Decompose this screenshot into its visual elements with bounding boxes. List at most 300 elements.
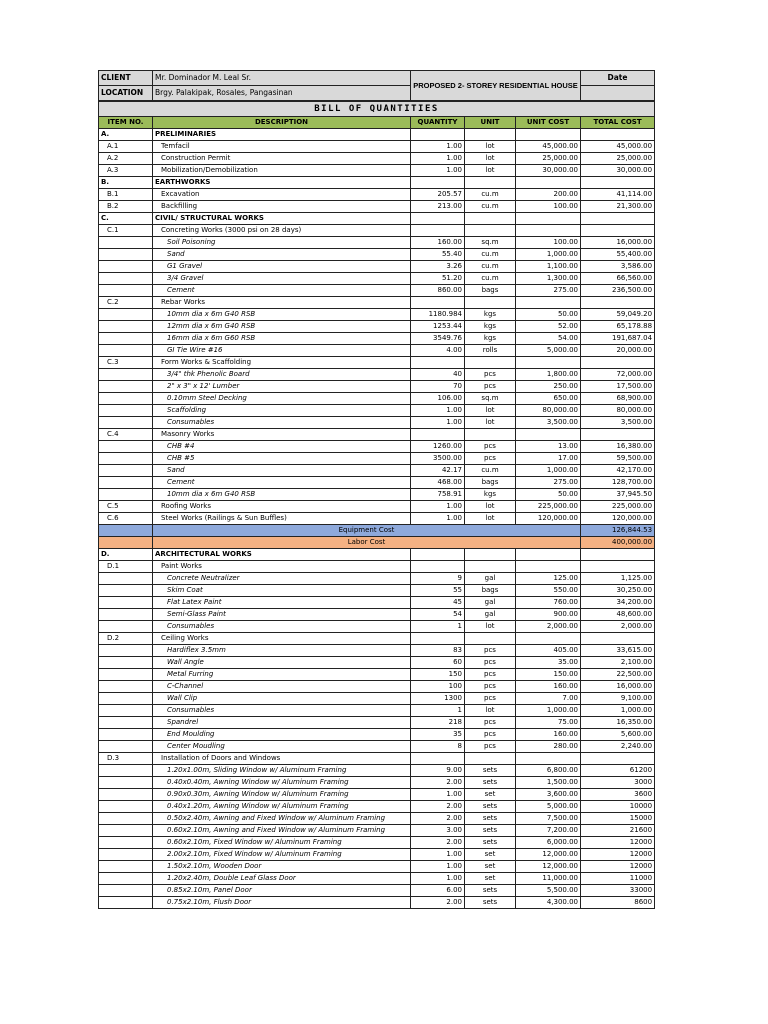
description-cell[interactable]: Concrete Neutralizer (153, 573, 411, 585)
description-cell[interactable]: CHB #4 (153, 441, 411, 453)
description-cell[interactable]: GI Tie Wire #16 (153, 345, 411, 357)
quantity-cell[interactable]: 1.00 (411, 153, 465, 165)
total-cost-cell[interactable]: 1,125.00 (581, 573, 655, 585)
quantity-cell[interactable]: 1.00 (411, 417, 465, 429)
description-cell[interactable]: 0.60x2.10m, Fixed Window w/ Aluminum Framing (153, 837, 411, 849)
quantity-cell[interactable]: 468.00 (411, 477, 465, 489)
unit-cost-cell[interactable]: 550.00 (516, 585, 581, 597)
item-no-cell[interactable] (99, 657, 153, 669)
unit-cost-cell[interactable]: 7,500.00 (516, 813, 581, 825)
description-cell[interactable]: 12mm dia x 6m G40 RSB (153, 321, 411, 333)
total-cost-cell[interactable]: 12000 (581, 837, 655, 849)
quantity-cell[interactable]: 1.00 (411, 789, 465, 801)
quantity-cell[interactable]: 42.17 (411, 465, 465, 477)
quantity-cell[interactable]: 1.00 (411, 141, 465, 153)
unit-cell[interactable] (465, 297, 516, 309)
item-no-cell[interactable] (99, 693, 153, 705)
unit-cell[interactable]: pcs (465, 741, 516, 753)
date-value[interactable] (581, 86, 655, 101)
unit-cell[interactable] (465, 633, 516, 645)
quantity-cell[interactable]: 1180.984 (411, 309, 465, 321)
total-cost-cell[interactable]: 22,500.00 (581, 669, 655, 681)
unit-cost-cell[interactable]: 5,000.00 (516, 345, 581, 357)
quantity-cell[interactable] (411, 225, 465, 237)
description-cell[interactable]: 0.75x2.10m, Flush Door (153, 897, 411, 909)
quantity-cell[interactable]: 2.00 (411, 777, 465, 789)
quantity-cell[interactable]: 758.91 (411, 489, 465, 501)
description-cell[interactable]: PRELIMINARIES (153, 129, 411, 141)
unit-cell[interactable]: sets (465, 825, 516, 837)
unit-cell[interactable]: lot (465, 153, 516, 165)
unit-cell[interactable]: cu.m (465, 249, 516, 261)
description-cell[interactable]: Mobilization/Demobilization (153, 165, 411, 177)
total-cost-cell[interactable]: 3,586.00 (581, 261, 655, 273)
item-no-cell[interactable] (99, 717, 153, 729)
total-cost-cell[interactable]: 191,687.04 (581, 333, 655, 345)
description-cell[interactable]: Center Moudling (153, 741, 411, 753)
description-cell[interactable]: Form Works & Scaffolding (153, 357, 411, 369)
unit-cell[interactable]: pcs (465, 441, 516, 453)
total-cost-cell[interactable]: 9,100.00 (581, 693, 655, 705)
quantity-cell[interactable]: 160.00 (411, 237, 465, 249)
unit-cost-cell[interactable]: 45,000.00 (516, 141, 581, 153)
unit-cost-cell[interactable]: 900.00 (516, 609, 581, 621)
description-cell[interactable]: ARCHITECTURAL WORKS (153, 549, 411, 561)
item-no-cell[interactable]: B. (99, 177, 153, 189)
description-cell[interactable]: 1.20x2.40m, Double Leaf Glass Door (153, 873, 411, 885)
total-cost-cell[interactable] (581, 213, 655, 225)
description-cell[interactable]: 1.20x1.00m, Sliding Window w/ Aluminum Framing (153, 765, 411, 777)
description-cell[interactable]: Concreting Works (3000 psi on 28 days) (153, 225, 411, 237)
unit-cell[interactable]: cu.m (465, 273, 516, 285)
unit-cost-cell[interactable]: 150.00 (516, 669, 581, 681)
total-cost-cell[interactable]: 17,500.00 (581, 381, 655, 393)
unit-cost-cell[interactable]: 405.00 (516, 645, 581, 657)
quantity-cell[interactable]: 60 (411, 657, 465, 669)
item-no-cell[interactable] (99, 417, 153, 429)
unit-cell[interactable]: pcs (465, 381, 516, 393)
unit-cost-cell[interactable]: 75.00 (516, 717, 581, 729)
item-no-cell[interactable] (99, 897, 153, 909)
unit-cell[interactable]: pcs (465, 657, 516, 669)
total-cost-cell[interactable]: 3600 (581, 789, 655, 801)
item-no-cell[interactable]: B.2 (99, 201, 153, 213)
total-cost-cell[interactable]: 41,114.00 (581, 189, 655, 201)
quantity-cell[interactable] (411, 633, 465, 645)
description-cell[interactable]: 0.90x0.30m, Awning Window w/ Aluminum Framing (153, 789, 411, 801)
unit-cell[interactable]: lot (465, 621, 516, 633)
total-cost-cell[interactable]: 33000 (581, 885, 655, 897)
quantity-cell[interactable] (411, 753, 465, 765)
quantity-cell[interactable] (411, 177, 465, 189)
quantity-cell[interactable]: 70 (411, 381, 465, 393)
description-cell[interactable]: Masonry Works (153, 429, 411, 441)
item-no-cell[interactable]: C.2 (99, 297, 153, 309)
unit-cost-cell[interactable]: 760.00 (516, 597, 581, 609)
unit-cost-cell[interactable]: 1,800.00 (516, 369, 581, 381)
unit-cost-cell[interactable]: 25,000.00 (516, 153, 581, 165)
unit-cost-cell[interactable]: 275.00 (516, 285, 581, 297)
unit-cost-cell[interactable]: 2,000.00 (516, 621, 581, 633)
total-cost-cell[interactable]: 25,000.00 (581, 153, 655, 165)
total-cost-cell[interactable]: 236,500.00 (581, 285, 655, 297)
unit-cost-cell[interactable]: 1,000.00 (516, 249, 581, 261)
unit-cost-cell[interactable]: 6,800.00 (516, 765, 581, 777)
item-no-cell[interactable] (99, 729, 153, 741)
unit-cost-cell[interactable] (516, 225, 581, 237)
unit-cell[interactable]: sets (465, 765, 516, 777)
total-cost-cell[interactable]: 65,178.88 (581, 321, 655, 333)
unit-cell[interactable]: pcs (465, 693, 516, 705)
unit-cell[interactable]: set (465, 873, 516, 885)
description-cell[interactable]: 16mm dia x 6m G60 RSB (153, 333, 411, 345)
unit-cell[interactable]: pcs (465, 729, 516, 741)
quantity-cell[interactable]: 9 (411, 573, 465, 585)
item-no-cell[interactable] (99, 585, 153, 597)
description-cell[interactable]: 1.50x2.10m, Wooden Door (153, 861, 411, 873)
unit-cost-cell[interactable]: 1,300.00 (516, 273, 581, 285)
total-cost-cell[interactable]: 11000 (581, 873, 655, 885)
quantity-cell[interactable]: 83 (411, 645, 465, 657)
quantity-cell[interactable]: 1.00 (411, 513, 465, 525)
item-no-cell[interactable]: D. (99, 549, 153, 561)
total-cost-cell[interactable]: 3,500.00 (581, 417, 655, 429)
description-cell[interactable]: Cement (153, 477, 411, 489)
unit-cost-cell[interactable]: 7,200.00 (516, 825, 581, 837)
total-cost-cell[interactable]: 2,000.00 (581, 621, 655, 633)
unit-cost-cell[interactable]: 4,300.00 (516, 897, 581, 909)
unit-cost-cell[interactable]: 125.00 (516, 573, 581, 585)
unit-cost-cell[interactable]: 50.00 (516, 309, 581, 321)
unit-cell[interactable]: pcs (465, 369, 516, 381)
total-cost-cell[interactable]: 59,049.20 (581, 309, 655, 321)
unit-cost-cell[interactable] (516, 633, 581, 645)
item-no-cell[interactable]: C.6 (99, 513, 153, 525)
unit-cell[interactable]: lot (465, 501, 516, 513)
unit-cost-cell[interactable]: 17.00 (516, 453, 581, 465)
description-cell[interactable]: End Moulding (153, 729, 411, 741)
total-cost-cell[interactable]: 15000 (581, 813, 655, 825)
item-no-cell[interactable] (99, 789, 153, 801)
description-cell[interactable]: Construction Permit (153, 153, 411, 165)
total-cost-cell[interactable] (581, 225, 655, 237)
quantity-cell[interactable]: 1 (411, 705, 465, 717)
unit-cell[interactable] (465, 177, 516, 189)
description-cell[interactable]: Paint Works (153, 561, 411, 573)
unit-cell[interactable]: gal (465, 597, 516, 609)
item-no-cell[interactable] (99, 705, 153, 717)
unit-cell[interactable]: kgs (465, 309, 516, 321)
item-no-cell[interactable] (99, 381, 153, 393)
description-cell[interactable]: 10mm dia x 6m G40 RSB (153, 489, 411, 501)
description-cell[interactable]: 2.00x2.10m, Fixed Window w/ Aluminum Framing (153, 849, 411, 861)
summary-item-cell[interactable] (99, 537, 153, 549)
item-no-cell[interactable] (99, 249, 153, 261)
quantity-cell[interactable]: 6.00 (411, 885, 465, 897)
unit-cell[interactable] (465, 225, 516, 237)
unit-cell[interactable]: sq.m (465, 393, 516, 405)
item-no-cell[interactable]: D.2 (99, 633, 153, 645)
description-cell[interactable]: Consumables (153, 417, 411, 429)
description-cell[interactable]: Rebar Works (153, 297, 411, 309)
unit-cell[interactable] (465, 549, 516, 561)
unit-cell[interactable]: rolls (465, 345, 516, 357)
quantity-cell[interactable]: 45 (411, 597, 465, 609)
unit-cost-cell[interactable]: 160.00 (516, 729, 581, 741)
unit-cost-cell[interactable]: 100.00 (516, 237, 581, 249)
description-cell[interactable]: Skim Coat (153, 585, 411, 597)
unit-cost-cell[interactable]: 1,100.00 (516, 261, 581, 273)
description-cell[interactable]: 3/4" thk Phenolic Board (153, 369, 411, 381)
item-no-cell[interactable] (99, 393, 153, 405)
item-no-cell[interactable] (99, 309, 153, 321)
total-cost-cell[interactable]: 8600 (581, 897, 655, 909)
total-cost-cell[interactable]: 128,700.00 (581, 477, 655, 489)
item-no-cell[interactable] (99, 573, 153, 585)
quantity-cell[interactable]: 2.00 (411, 801, 465, 813)
unit-cell[interactable] (465, 753, 516, 765)
item-no-cell[interactable]: C. (99, 213, 153, 225)
quantity-cell[interactable]: 8 (411, 741, 465, 753)
quantity-cell[interactable] (411, 297, 465, 309)
unit-cost-cell[interactable]: 100.00 (516, 201, 581, 213)
unit-cell[interactable]: sets (465, 897, 516, 909)
quantity-cell[interactable]: 1.00 (411, 873, 465, 885)
item-no-cell[interactable] (99, 885, 153, 897)
unit-cost-cell[interactable]: 1,000.00 (516, 705, 581, 717)
item-no-cell[interactable] (99, 813, 153, 825)
total-cost-cell[interactable]: 33,615.00 (581, 645, 655, 657)
summary-label[interactable]: Equipment Cost (153, 525, 581, 537)
location-value[interactable]: Brgy. Palakipak, Rosales, Pangasinan (153, 86, 411, 101)
description-cell[interactable]: Consumables (153, 705, 411, 717)
description-cell[interactable]: Roofing Works (153, 501, 411, 513)
quantity-cell[interactable]: 1300 (411, 693, 465, 705)
total-cost-cell[interactable]: 30,000.00 (581, 165, 655, 177)
unit-cost-cell[interactable]: 1,000.00 (516, 465, 581, 477)
total-cost-cell[interactable]: 66,560.00 (581, 273, 655, 285)
total-cost-cell[interactable]: 21600 (581, 825, 655, 837)
item-no-cell[interactable] (99, 453, 153, 465)
unit-cell[interactable] (465, 561, 516, 573)
item-no-cell[interactable]: C.5 (99, 501, 153, 513)
total-cost-cell[interactable]: 12000 (581, 861, 655, 873)
description-cell[interactable]: 0.10mm Steel Decking (153, 393, 411, 405)
total-cost-cell[interactable]: 2,100.00 (581, 657, 655, 669)
unit-cell[interactable]: bags (465, 477, 516, 489)
unit-cost-cell[interactable]: 5,500.00 (516, 885, 581, 897)
description-cell[interactable]: 2" x 3" x 12' Lumber (153, 381, 411, 393)
total-cost-cell[interactable] (581, 429, 655, 441)
unit-cell[interactable]: gal (465, 573, 516, 585)
unit-cost-cell[interactable]: 650.00 (516, 393, 581, 405)
unit-cell[interactable]: pcs (465, 669, 516, 681)
quantity-cell[interactable]: 55.40 (411, 249, 465, 261)
item-no-cell[interactable] (99, 597, 153, 609)
item-no-cell[interactable] (99, 849, 153, 861)
description-cell[interactable]: Sand (153, 465, 411, 477)
unit-cell[interactable]: lot (465, 405, 516, 417)
description-cell[interactable]: G1 Gravel (153, 261, 411, 273)
unit-cell[interactable]: pcs (465, 681, 516, 693)
unit-cell[interactable]: kgs (465, 321, 516, 333)
unit-cost-cell[interactable]: 280.00 (516, 741, 581, 753)
summary-label[interactable]: Labor Cost (153, 537, 581, 549)
unit-cell[interactable] (465, 129, 516, 141)
quantity-cell[interactable]: 100 (411, 681, 465, 693)
description-cell[interactable]: 0.40x1.20m, Awning Window w/ Aluminum Framing (153, 801, 411, 813)
total-cost-cell[interactable]: 16,000.00 (581, 237, 655, 249)
unit-cost-cell[interactable]: 6,000.00 (516, 837, 581, 849)
quantity-cell[interactable]: 3500.00 (411, 453, 465, 465)
unit-cell[interactable]: lot (465, 165, 516, 177)
unit-cost-cell[interactable] (516, 213, 581, 225)
quantity-cell[interactable] (411, 429, 465, 441)
quantity-cell[interactable]: 1.00 (411, 861, 465, 873)
quantity-cell[interactable]: 54 (411, 609, 465, 621)
unit-cost-cell[interactable]: 54.00 (516, 333, 581, 345)
quantity-cell[interactable]: 1.00 (411, 165, 465, 177)
description-cell[interactable]: Soil Poisoning (153, 237, 411, 249)
item-no-cell[interactable]: A. (99, 129, 153, 141)
item-no-cell[interactable] (99, 777, 153, 789)
description-cell[interactable]: EARTHWORKS (153, 177, 411, 189)
quantity-cell[interactable]: 2.00 (411, 837, 465, 849)
description-cell[interactable]: 0.60x2.10m, Awning and Fixed Window w/ Aluminum Framing (153, 825, 411, 837)
quantity-cell[interactable]: 150 (411, 669, 465, 681)
item-no-cell[interactable] (99, 405, 153, 417)
quantity-cell[interactable]: 51.20 (411, 273, 465, 285)
unit-cell[interactable]: bags (465, 585, 516, 597)
total-cost-cell[interactable]: 61200 (581, 765, 655, 777)
unit-cell[interactable]: kgs (465, 489, 516, 501)
total-cost-cell[interactable] (581, 297, 655, 309)
total-cost-cell[interactable]: 55,400.00 (581, 249, 655, 261)
quantity-cell[interactable]: 2.00 (411, 897, 465, 909)
item-no-cell[interactable] (99, 681, 153, 693)
description-cell[interactable]: 0.40x0.40m, Awning Window w/ Aluminum Framing (153, 777, 411, 789)
total-cost-cell[interactable] (581, 549, 655, 561)
total-cost-cell[interactable]: 1,000.00 (581, 705, 655, 717)
unit-cost-cell[interactable]: 120,000.00 (516, 513, 581, 525)
item-no-cell[interactable] (99, 345, 153, 357)
unit-cell[interactable] (465, 429, 516, 441)
item-no-cell[interactable] (99, 825, 153, 837)
total-cost-cell[interactable]: 3000 (581, 777, 655, 789)
description-cell[interactable]: Backfilling (153, 201, 411, 213)
total-cost-cell[interactable]: 16,380.00 (581, 441, 655, 453)
unit-cost-cell[interactable] (516, 177, 581, 189)
quantity-cell[interactable] (411, 213, 465, 225)
item-no-cell[interactable] (99, 801, 153, 813)
unit-cell[interactable]: lot (465, 513, 516, 525)
item-no-cell[interactable] (99, 273, 153, 285)
summary-item-cell[interactable] (99, 525, 153, 537)
item-no-cell[interactable]: C.1 (99, 225, 153, 237)
unit-cost-cell[interactable]: 225,000.00 (516, 501, 581, 513)
item-no-cell[interactable] (99, 609, 153, 621)
description-cell[interactable]: 0.85x2.10m, Panel Door (153, 885, 411, 897)
quantity-cell[interactable]: 40 (411, 369, 465, 381)
item-no-cell[interactable] (99, 321, 153, 333)
quantity-cell[interactable]: 3.26 (411, 261, 465, 273)
item-no-cell[interactable] (99, 237, 153, 249)
unit-cell[interactable]: set (465, 789, 516, 801)
unit-cell[interactable]: sq.m (465, 237, 516, 249)
unit-cell[interactable]: cu.m (465, 465, 516, 477)
unit-cell[interactable]: gal (465, 609, 516, 621)
description-cell[interactable]: Scaffolding (153, 405, 411, 417)
description-cell[interactable]: 10mm dia x 6m G40 RSB (153, 309, 411, 321)
unit-cost-cell[interactable] (516, 297, 581, 309)
description-cell[interactable]: Steel Works (Railings & Sun Buffles) (153, 513, 411, 525)
quantity-cell[interactable]: 218 (411, 717, 465, 729)
item-no-cell[interactable] (99, 369, 153, 381)
unit-cell[interactable]: set (465, 849, 516, 861)
quantity-cell[interactable]: 9.00 (411, 765, 465, 777)
description-cell[interactable]: Excavation (153, 189, 411, 201)
total-cost-cell[interactable]: 45,000.00 (581, 141, 655, 153)
item-no-cell[interactable] (99, 645, 153, 657)
quantity-cell[interactable]: 2.00 (411, 813, 465, 825)
quantity-cell[interactable]: 3.00 (411, 825, 465, 837)
description-cell[interactable]: Wall Clip (153, 693, 411, 705)
quantity-cell[interactable]: 55 (411, 585, 465, 597)
unit-cost-cell[interactable] (516, 753, 581, 765)
unit-cell[interactable]: lot (465, 417, 516, 429)
description-cell[interactable]: CIVIL/ STRUCTURAL WORKS (153, 213, 411, 225)
total-cost-cell[interactable] (581, 129, 655, 141)
unit-cost-cell[interactable]: 30,000.00 (516, 165, 581, 177)
quantity-cell[interactable]: 1253.44 (411, 321, 465, 333)
unit-cell[interactable] (465, 357, 516, 369)
item-no-cell[interactable] (99, 489, 153, 501)
item-no-cell[interactable] (99, 261, 153, 273)
total-cost-cell[interactable]: 48,600.00 (581, 609, 655, 621)
unit-cell[interactable]: set (465, 861, 516, 873)
unit-cost-cell[interactable]: 3,500.00 (516, 417, 581, 429)
description-cell[interactable]: Hardiflex 3.5mm (153, 645, 411, 657)
quantity-cell[interactable]: 1.00 (411, 849, 465, 861)
item-no-cell[interactable]: D.1 (99, 561, 153, 573)
unit-cost-cell[interactable] (516, 129, 581, 141)
item-no-cell[interactable] (99, 669, 153, 681)
unit-cost-cell[interactable]: 12,000.00 (516, 849, 581, 861)
unit-cell[interactable]: lot (465, 705, 516, 717)
total-cost-cell[interactable]: 20,000.00 (581, 345, 655, 357)
description-cell[interactable]: Spandrel (153, 717, 411, 729)
total-cost-cell[interactable]: 34,200.00 (581, 597, 655, 609)
total-cost-cell[interactable] (581, 357, 655, 369)
unit-cost-cell[interactable]: 250.00 (516, 381, 581, 393)
item-no-cell[interactable] (99, 765, 153, 777)
total-cost-cell[interactable]: 80,000.00 (581, 405, 655, 417)
quantity-cell[interactable] (411, 357, 465, 369)
description-cell[interactable]: Ceiling Works (153, 633, 411, 645)
description-cell[interactable]: 3/4 Gravel (153, 273, 411, 285)
item-no-cell[interactable]: B.1 (99, 189, 153, 201)
item-no-cell[interactable] (99, 861, 153, 873)
description-cell[interactable]: 0.50x2.40m, Awning and Fixed Window w/ Aluminum Framing (153, 813, 411, 825)
unit-cell[interactable]: cu.m (465, 261, 516, 273)
description-cell[interactable]: Semi-Glass Paint (153, 609, 411, 621)
item-no-cell[interactable] (99, 465, 153, 477)
description-cell[interactable]: Sand (153, 249, 411, 261)
total-cost-cell[interactable]: 59,500.00 (581, 453, 655, 465)
total-cost-cell[interactable]: 10000 (581, 801, 655, 813)
item-no-cell[interactable]: D.3 (99, 753, 153, 765)
unit-cost-cell[interactable]: 12,000.00 (516, 861, 581, 873)
